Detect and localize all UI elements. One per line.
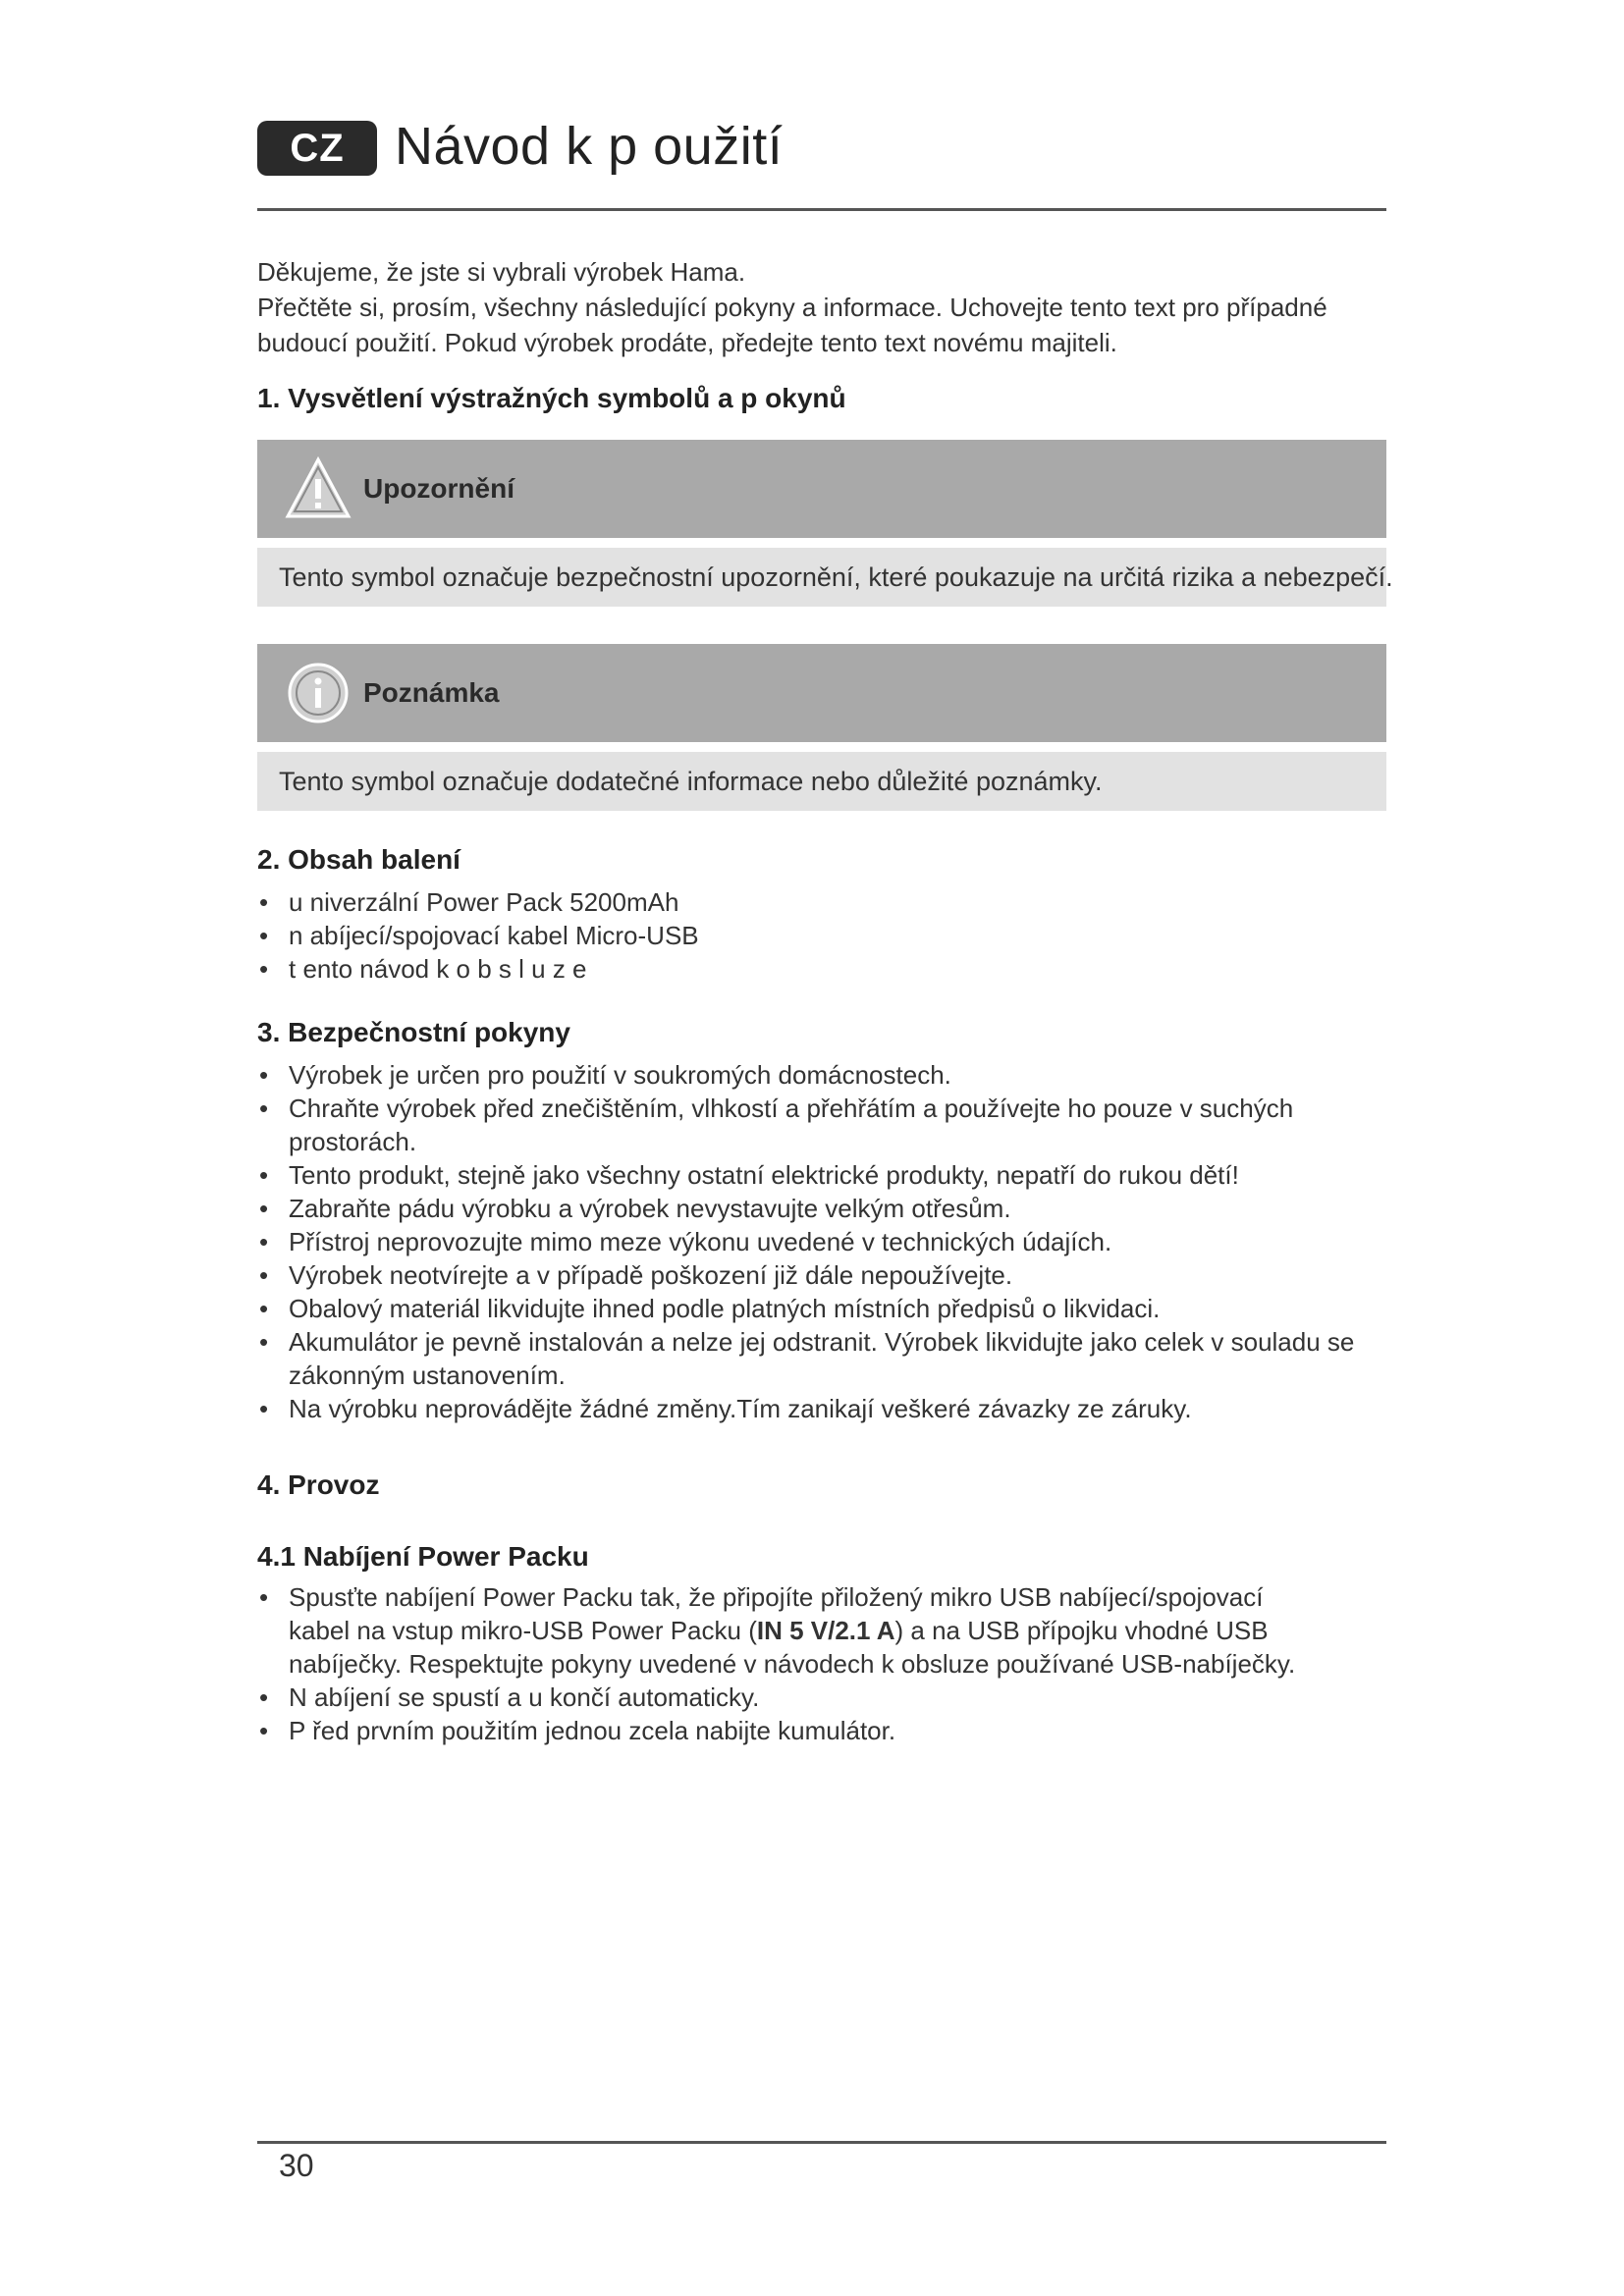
package-contents-list (257, 885, 1386, 986)
section-1-heading: 1. Vysvětlení výstražných symbolů a p okynů (257, 383, 846, 413)
footer-divider (257, 2141, 1386, 2144)
list-item: • Zabraňte pádu výrobku a výrobek nevystavujte velkým otřesům. (257, 1192, 1357, 1225)
page-title: Návod k p oužití (395, 117, 784, 176)
list-item (257, 1580, 1308, 1681)
charging-text-post: ) a na USB přípojku vhodné USB nabíječky. Respektujte pokyny uvedené v návodech k obsluze používané USB-nabíječky. (289, 1616, 1296, 1679)
intro-text (257, 254, 1386, 360)
section-4-1-heading: 4.1 Nabíjení Power Packu (257, 1541, 589, 1572)
list-item: • Výrobek je určen pro použití v soukromých domácnostech. (257, 1058, 1357, 1092)
warning-triangle-icon (285, 455, 352, 522)
list-item: • N abíjení se spustí a u končí automaticky. (257, 1681, 1308, 1714)
list-item: • n abíjecí/spojovací kabel Micro-USB (257, 919, 1386, 952)
list-item: • Na výrobku neprovádějte žádné změny.Tím zanikají veškeré závazky ze záruky. (257, 1392, 1357, 1425)
list-item: • u niverzální Power Pack 5200mAh (257, 885, 1386, 919)
page-number: 30 (279, 2148, 314, 2183)
list-item: • Chraňte výrobek před znečištěním, vlhkostí a přehřátím a používejte ho pouze v suchých prostorách. (257, 1092, 1357, 1158)
safety-instructions-list (257, 1058, 1357, 1425)
input-spec: IN 5 V/2.1 A (756, 1616, 895, 1645)
list-item: • P řed prvním použitím jednou zcela nabijte kumulátor. (257, 1714, 1308, 1747)
section-4-heading: 4. Provoz (257, 1469, 380, 1500)
list-item: • Obalový materiál likvidujte ihned podle platných místních předpisů o likvidaci. (257, 1292, 1357, 1325)
intro-line-1: Děkujeme, že jste si vybrali výrobek Hama. (257, 257, 746, 287)
list-item: • Přístroj neprovozujte mimo meze výkonu uvedené v technických údajích. (257, 1225, 1357, 1258)
warning-text: Tento symbol označuje bezpečnostní upozornění, které poukazuje na určitá rizika a nebezpečí. (279, 561, 1393, 592)
note-box-body (257, 752, 1386, 811)
charging-text-pre: Spusťte nabíjení Power Packu tak, že připojíte přiložený mikro USB nabíjecí/spojovací kabel na vstup mikro-USB Power Packu ( (289, 1582, 1264, 1645)
header-divider (257, 208, 1386, 211)
section-3-heading: 3. Bezpečnostní pokyny (257, 1017, 570, 1047)
warning-box-header (257, 440, 1386, 538)
warning-label: Upozornění (363, 473, 514, 504)
section-2-heading: 2. Obsah balení (257, 844, 460, 875)
note-text: Tento symbol označuje dodatečné informace nebo důležité poznámky. (279, 766, 1103, 796)
intro-line-2: Přečtěte si, prosím, všechny následující pokyny a informace. Uchovejte tento text pro případné budoucí použití. Pokud výrobek prodáte, předejte tento text novému majiteli. (257, 293, 1327, 357)
info-circle-icon (285, 660, 352, 726)
list-item: • t ento návod k o b s l u z e (257, 952, 1386, 986)
warning-box-body (257, 548, 1393, 607)
list-item: • Tento produkt, stejně jako všechny ostatní elektrické produkty, nepatří do rukou dětí! (257, 1158, 1357, 1192)
note-box-header (257, 644, 1386, 742)
list-item: • Výrobek neotvírejte a v případě poškození již dále nepoužívejte. (257, 1258, 1357, 1292)
note-label: Poznámka (363, 677, 500, 708)
list-item: • Akumulátor je pevně instalován a nelze jej odstranit. Výrobek likvidujte jako celek v souladu se zákonným ustanovením. (257, 1325, 1357, 1392)
charging-instructions-list (257, 1580, 1308, 1747)
language-badge: CZ (257, 121, 377, 176)
